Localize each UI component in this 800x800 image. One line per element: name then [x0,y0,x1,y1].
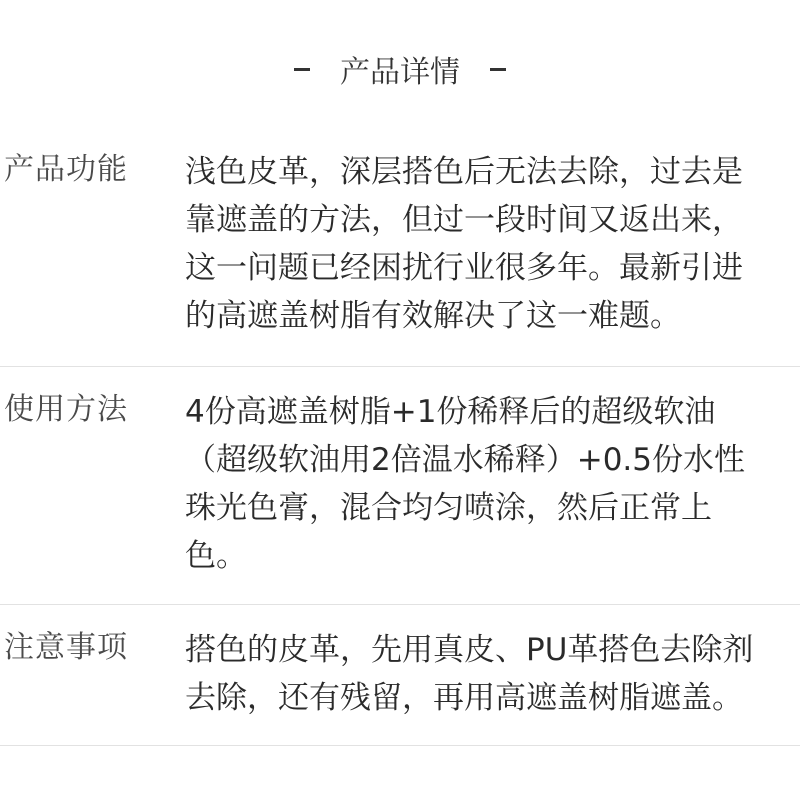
row-label: 产品功能 [4,152,128,187]
content-line: 搭色的皮革，先用真皮、PU革搭色去除剂 [185,632,754,668]
content-line: 的高遮盖树脂有效解决了这一难题。 [185,298,681,334]
content-line: 浅色皮革，深层搭色后无法去除，过去是 [185,154,743,190]
content-line: 色。 [185,538,247,574]
row-content [185,148,795,340]
content-line: 靠遮盖的方法，但过一段时间又返出来， [185,202,743,238]
detail-row-function [0,146,800,366]
content-line: 这一问题已经困扰行业很多年。最新引进 [185,250,743,286]
left-dash-decoration [294,68,310,71]
detail-row-notes [0,624,800,744]
page-title: 产品详情 [340,55,460,90]
right-dash-decoration [490,68,506,71]
row-content [185,626,795,722]
content-line: 去除，还有残留，再用高遮盖树脂遮盖。 [185,680,743,716]
row-divider [0,366,800,367]
row-divider [0,745,800,746]
row-label: 使用方法 [4,392,128,427]
content-line: 珠光色膏，混合均匀喷涂，然后正常上 [185,490,712,526]
row-divider [0,604,800,605]
row-content [185,388,795,580]
section-header [0,44,800,94]
content-line: 4份高遮盖树脂+1份稀释后的超级软油 [185,394,716,430]
detail-row-usage [0,386,800,606]
content-line: （超级软油用2倍温水稀释）+0.5份水性 [185,442,745,478]
row-label: 注意事项 [4,630,128,665]
